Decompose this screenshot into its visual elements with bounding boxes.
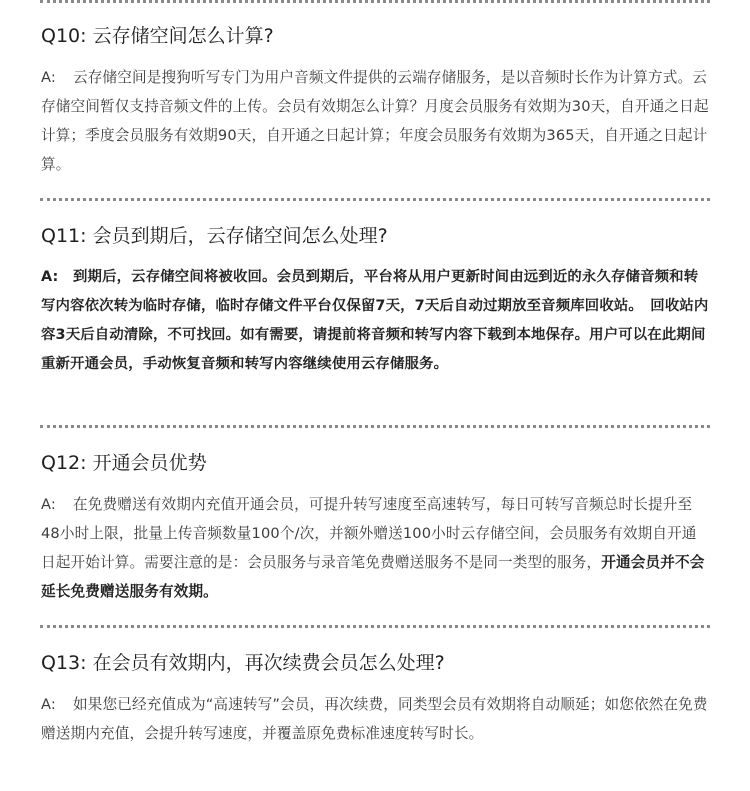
answer-prefix: A: [41, 696, 56, 713]
faq-answer [41, 263, 711, 379]
answer-prefix: A: [41, 269, 59, 285]
faq-answer [41, 690, 711, 748]
section-divider [40, 425, 710, 428]
answer-prefix: A: [41, 496, 56, 513]
faq-item-q10 [41, 24, 711, 179]
faq-item-q11 [41, 224, 711, 379]
section-divider [40, 625, 710, 628]
faq-answer [41, 490, 711, 606]
section-divider [40, 0, 710, 3]
answer-prefix: A: [41, 69, 56, 86]
faq-item-q13 [41, 651, 711, 748]
faq-question: Q12: 开通会员优势 [41, 452, 207, 474]
faq-item-q12 [41, 451, 711, 606]
faq-question: Q13: 在会员有效期内，再次续费会员怎么处理? [41, 652, 445, 674]
answer-text: 云存储空间是搜狗听写专门为用户音频文件提供的云端存储服务，是以音频时长作为计算方式。云存储空间暂仅支持音频文件的上传。会员有效期怎么计算？月度会员服务有效期为30天，自开通之日起计算；季度会员服务有效期90天，自开通之日起计算；年度会员服务有效期为365天，自开通之日起计算。 [41, 69, 709, 173]
answer-bold-text: 开通会员并不会延长免费赠送服务有效期。 [41, 554, 705, 600]
answer-text: 到期后，云存储空间将被收回。会员到期后，平台将从用户更新时间由远到近的永久存储音频和转写内容依次转为临时存储，临时存储文件平台仅保留7天，7天后自动过期放至音频库回收站。 回收站内容3天后自动清除，不可找回。如有需要，请提前将音频和转写内容下载到本地保存。用户可以在此期间重新开通会员，手动恢复音频和转写内容继续使用云存储服务。 [41, 269, 709, 372]
faq-answer [41, 63, 711, 179]
answer-text: 如果您已经充值成为“高速转写”会员，再次续费，同类型会员有效期将自动顺延；如您依然在免费赠送期内充值，会提升转写速度，并覆盖原免费标准速度转写时长。 [41, 696, 708, 742]
section-divider [40, 198, 710, 201]
faq-question: Q10: 云存储空间怎么计算? [41, 25, 274, 47]
faq-question: Q11: 会员到期后，云存储空间怎么处理? [41, 225, 388, 247]
answer-text: 在免费赠送有效期内充值开通会员，可提升转写速度至高速转写，每日可转写音频总时长提升至48小时上限，批量上传音频数量100个/次，并额外赠送100小时云存储空间，会员服务有效期自开通日起开始计算。需要注意的是：会员服务与录音笔免费赠送服务不是同一类型的服务， [41, 496, 697, 571]
